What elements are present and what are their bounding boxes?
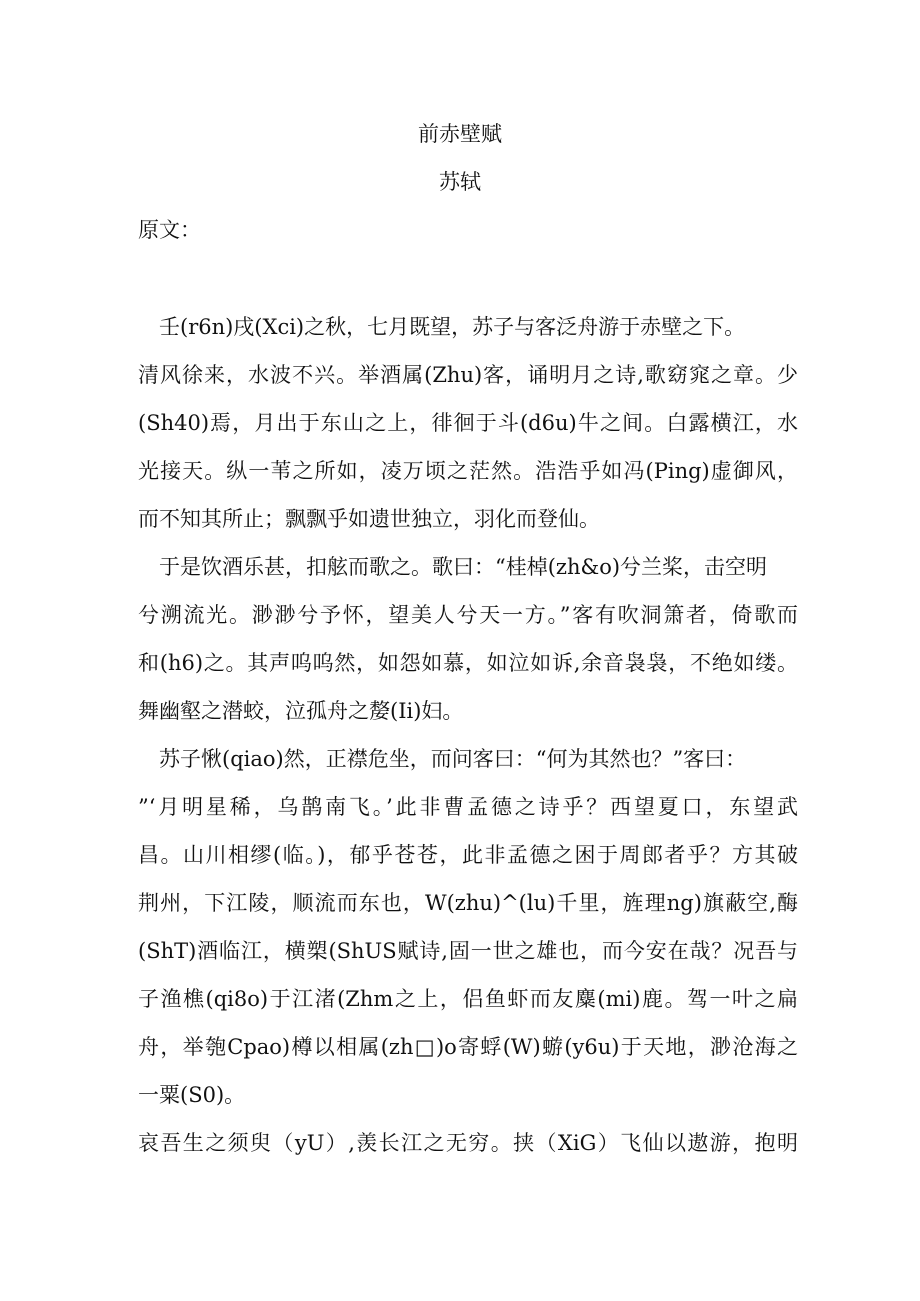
paragraph-3	[138, 735, 798, 1119]
text-line: 舟，举匏Cpao)樽以相属(zh□)o寄蜉(W)蝣(y6u)于天地，渺沧海之	[138, 1035, 798, 1059]
text-line: 子渔樵(qi8o)于江渚(Zhm之上，侣鱼虾而友麋(mi)鹿。驾一叶之扁	[138, 987, 798, 1011]
text-line: 苏子愀(qiao)然，正襟危坐，而问客曰：“何为其然也？”客曰：	[159, 747, 747, 771]
paragraph-2	[138, 543, 798, 735]
text-line: 壬(r6n)戌(Xci)之秋，七月既望，苏子与客泛舟游于赤壁之下。	[159, 315, 746, 339]
text-line: (ShT)酒临江，横槊(ShUS赋诗,固一世之雄也，而今安在哉？况吾与	[138, 939, 798, 963]
text-line: 一粟(S0)。	[138, 1083, 246, 1107]
text-line: (Sh40)焉，月出于东山之上，徘徊于斗(d6u)牛之间。白露横江，水	[138, 411, 798, 435]
text-line: 哀吾生之须臾（yU）,羡长江之无穷。挟（XiG）飞仙以遨游，抱明	[138, 1131, 798, 1155]
text-line: 昌。山川相缪(临。)，郁乎苍苍，此非孟德之困于周郎者乎？方其破	[138, 843, 798, 867]
text-line: 于是饮酒乐甚，扣舷而歌之。歌曰：“桂棹(zh&o)兮兰桨，击空明	[159, 555, 768, 579]
paragraph-4	[138, 1119, 798, 1167]
section-label: 原文：	[138, 218, 201, 242]
text-line: 清风徐来，水波不兴。举酒属(Zhu)客，诵明月之诗,歌窈窕之章。少	[138, 363, 798, 387]
text-line: 和(h6)之。其声呜呜然，如怨如慕，如泣如诉,余音袅袅，不绝如缕。	[138, 651, 798, 675]
text-line: 舞幽壑之潜蛟，泣孤舟之嫠(Ii)妇。	[138, 699, 464, 723]
author-name: 苏轼	[439, 170, 481, 194]
paragraph-1	[138, 303, 798, 543]
text-line: 光接天。纵一苇之所如，凌万顷之茫然。浩浩乎如冯(Ping)虚御风，	[138, 459, 798, 483]
text-line: 而不知其所止；飘飘乎如遗世独立，羽化而登仙。	[138, 507, 600, 531]
text-line: ”‘月明星稀，乌鹊南飞。’此非曹孟德之诗乎？西望夏口，东望武	[138, 795, 798, 819]
text-line: 兮溯流光。渺渺兮予怀，望美人兮天一方。”客有吹洞箫者，倚歌而	[138, 603, 798, 627]
document-title: 前赤壁赋	[418, 122, 502, 146]
text-line: 荆州，下江陵，顺流而东也，W(zhu)^(lu)千里，旌理ng)旗蔽空,酶	[138, 891, 798, 915]
